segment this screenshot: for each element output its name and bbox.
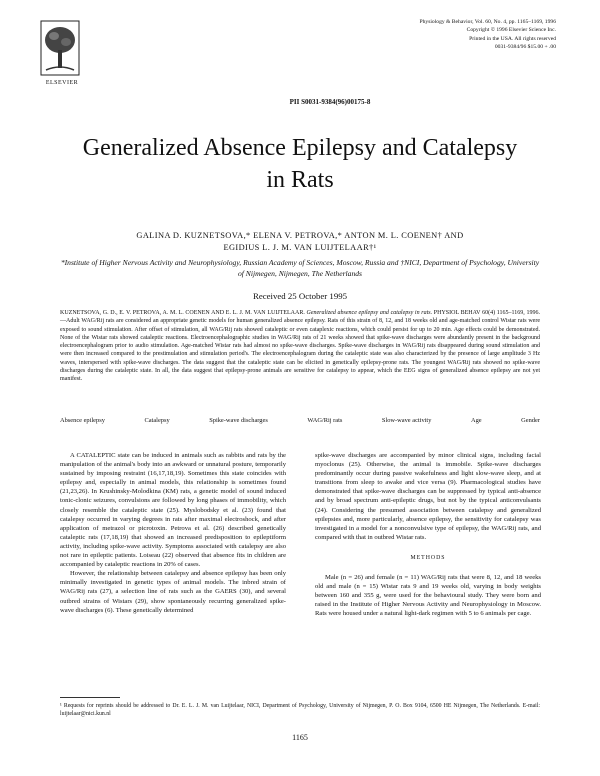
affiliations: *Institute of Higher Nervous Activity and Neurophysiology, Russian Academy of Sciences, Moscow, Russia and †NICI, Department of Psychology, University of Nijmegen, Nijmegen, The Netherlands bbox=[60, 258, 540, 278]
author-list bbox=[80, 230, 520, 254]
authors-line-2: EGIDIUS L. J. M. VAN LUIJTELAAR†¹ bbox=[223, 243, 377, 252]
abstract bbox=[60, 309, 540, 384]
title-line-1: Generalized Absence Epilepsy and Catalepsy bbox=[82, 135, 518, 161]
abstract-citation-authors: KUZNETSOVA, G. D., E. V. PETROVA, A. M. L. COENEN AND E. L. J. M. VAN LUIJTELAAR. bbox=[60, 310, 305, 316]
journal-line: Copyright © 1996 Elsevier Science Inc. bbox=[466, 27, 556, 34]
title-line-2: in Rats bbox=[266, 167, 334, 193]
journal-line: Physiology & Behavior, Vol. 60, No. 4, pp. 1165–1169, 1996 bbox=[419, 19, 556, 25]
body-column-right bbox=[315, 451, 541, 619]
footnote: ¹ Requests for reprints should be addressed to Dr. E. L. J. M. van Luijtelaar, NICI, Department of Psychology, University of Nijmegen, P. O. Box 9104, 6500 HE Nijmegen, The Netherlands. E-mail: luijtelaar@nici.kun.nl bbox=[60, 703, 540, 717]
paper-title bbox=[60, 132, 540, 196]
keyword: Gender bbox=[521, 417, 540, 424]
keyword: Absence epilepsy bbox=[60, 417, 105, 424]
keyword: Slow-wave activity bbox=[381, 417, 432, 424]
body-paragraph: Male (n = 26) and female (n = 11) WAG/Rij rats that were 8, 12, and 18 weeks old and male (n = 15) Wistar rats 9 and 19 weeks old, varying in body weights between 160 and 355 g, were used for the behavioural study. They were born and raised in the Institute of Higher Nervous Activity and Neurophysiology in Moscow. Rats were housed under a natural light-dark regimen with 5 to 6 animals per cage. bbox=[315, 574, 541, 618]
abstract-citation-title: Generalized absence epilepsy and catalepsy in rats. bbox=[306, 310, 433, 316]
body-paragraph: spike-wave discharges are accompanied by minor clinical signs, including facial myoclonus (25). Otherwise, the animal is immobile. Spike-wave discharges predominantly occur during passive wakefulness and light slow-wave sleep, and at transitions from sleep to awake and vice versa (9). Pharmacological studies have demonstrated that spike-wave discharges can be suppressed by typical anti-absence and by broad spectrum anti-epileptic drugs, but not by the typical anticonvulsants (24). Considering the presumed association between catalepsy and generalized epilepsies and, more particularly, absence epilepsy, the sensitivity for catalepsy was investigated in a model for a nonconvulsive type of epilepsy, the WAG/Rij rats, and compared with that in outbred Wistar rats. bbox=[315, 452, 541, 541]
body-paragraph: However, the relationship between catalepsy and absence epilepsy has been only minimally investigated in genetic types of animal models. The inbred strain of WAG/Rij rats (27), a selection line of rats such as the GAERS (30), and several outbred strains of Wistars (29), show spontaneously recurring generalized spike-wave discharges (6). These genetically determined bbox=[60, 570, 286, 614]
received-date: Received 25 October 1995 bbox=[252, 291, 348, 301]
body-column-left bbox=[60, 451, 286, 615]
journal-line: Printed in the USA. All rights reserved bbox=[469, 35, 556, 42]
keywords bbox=[60, 417, 540, 424]
section-heading-methods: METHODS bbox=[410, 554, 446, 561]
keyword: WAG/Rij rats bbox=[307, 417, 343, 424]
keyword: Catalepsy bbox=[144, 417, 170, 424]
body-paragraph: A CATALEPTIC state can be induced in animals such as rabbits and rats by the manipulation of the animal's body into an awkward or unnatural posture, temporarily sustained by imposing restraint (16,17,18,19). Sometimes this state coincides with epilepsy and, especially in animal models, this relationship is sometimes found (21,23,26). In Krushinsky-Molodkina (KM) rats, a genetic model of sound induced tonic-clonic seizures, convulsions are followed by long phases of immobility, which closely resemble the cataleptic state (25). Myslobodsky et al. (23) found that catalepsy occurred in varying degrees in rats after maximal electroshock, and after application of metrazol or picrotoxin. Petrova et al. (26) described genetically cataleptic rats (17,18,19) that showed an increased predisposition to epileptiform activity, including spike-wave activity. Symptoms associated with catalepsy are also not rare in epileptic patients. Loiseau (22) observed that absence fits in children are accompanied by cataleptic reactions in 20% of cases. bbox=[60, 452, 286, 569]
authors-line-1: GALINA D. KUZNETSOVA,* ELENA V. PETROVA,* ANTON M. L. COENEN† AND bbox=[136, 231, 464, 240]
footnote-rule bbox=[60, 697, 120, 698]
journal-line: 0031-9384/96 $15.00 + .00 bbox=[494, 43, 556, 50]
keyword: Age bbox=[470, 417, 482, 424]
elsevier-tree-logo bbox=[40, 20, 80, 76]
publisher-name: ELSEVIER bbox=[45, 80, 79, 86]
pii-identifier: PII S0031-9384(96)00175-8 bbox=[289, 98, 371, 106]
abstract-text: PHYSIOL BEHAV 60(4) 1165–1169, 1996.—Adult WAG/Rij rats are considered an appropriate genetic models for human generalized absence epilepsy. Rats of this strain of 8, 12, and 18 weeks old and age-matched control Wistar rats were exposed to sound stimulation. After offset of stimulation, all WAG/Rij rats showed cataleptic or even cataplexic reactions, which could persist for up to 20 min. Age effects could be demonstrated. None of the Wistar rats showed cataleptic reactions. Electroencephalographic studies in WAG/Rij rats of 21 weeks showed that spike-wave discharges were abundantly present in the background electroencephalogram prior to audio stimulation. Age-matched Wistar rats had almost no spike-wave discharges. Spike-wave discharges in WAG/Rij rats disappeared during sound stimulation and were then increased compared to the prestimulation and stimulation period's. The electroencephalogram during the cataleptic state was also characterized by the presence of large amplitude 3 Hz waves, interspersed with spike-wave discharges. The data suggest that the cataleptic state can be elicited in genetically epilepsy-prone rats. The youngest WAG/Rij rats showed no spike-wave discharges during the cataleptic state. In all, the data suggest that epilepsy-prone animals are sensitive for catalepsy to appear, which the EEG signs of generalized absence epilepsy are not yet manifest. bbox=[60, 310, 540, 383]
keyword: Spike-wave discharges bbox=[209, 417, 268, 424]
page-number: 1165 bbox=[292, 733, 308, 742]
journal-info bbox=[356, 18, 556, 51]
